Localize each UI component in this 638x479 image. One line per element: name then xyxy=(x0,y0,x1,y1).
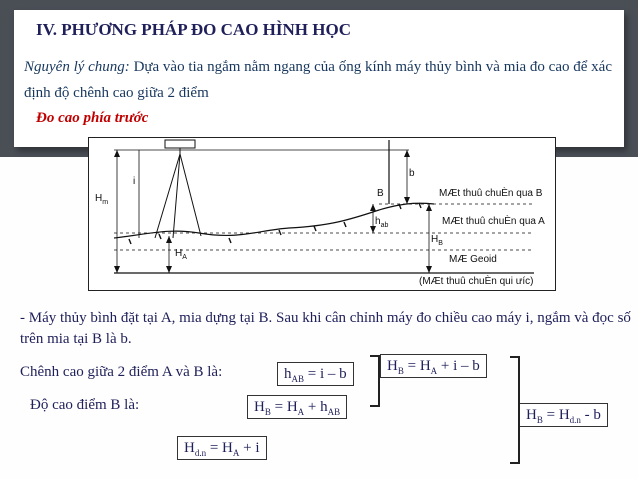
label-reference: (MÆt thuû chuÈn qui ưíc) xyxy=(419,276,534,287)
height-label: Độ cao điểm B là: xyxy=(30,397,140,413)
bracket-left xyxy=(370,355,380,407)
label-point-b: B xyxy=(377,188,384,199)
label-surface-a: MÆt thuû chuÈn qua A xyxy=(442,216,545,227)
label-b: b xyxy=(409,168,415,179)
leveling-diagram xyxy=(88,137,556,291)
label-i: i xyxy=(133,176,136,187)
slide-title: IV. PHƯƠNG PHÁP ĐO CAO HÌNH HỌC xyxy=(36,20,351,39)
principle-label: Nguyên lý chung: xyxy=(24,59,130,75)
diagram-drawing xyxy=(89,138,557,292)
principle-text xyxy=(24,54,619,106)
section-subtitle: Đo cao phía trước xyxy=(36,110,149,126)
label-surface-b: MÆt thuû chuÈn qua B xyxy=(439,188,543,199)
level-instrument xyxy=(165,140,195,148)
label-ha: $H_A$ xyxy=(175,248,187,261)
formula-hb-expanded: $H_B = H_A + i - b$ xyxy=(380,354,487,378)
formula-hb-instrument: $H_B = H_{d.n} - b$ xyxy=(519,403,608,427)
formula-hdn: $H_{d.n} = H_A + i$ xyxy=(177,436,267,460)
header-card xyxy=(14,10,624,147)
label-hb: $H_B$ xyxy=(431,234,443,247)
label-hab: $h_{ab}$ xyxy=(375,216,389,229)
formula-hab: $h_{AB} = i - b$ xyxy=(277,362,354,386)
diff-label: Chênh cao giữa 2 điểm A và B là: xyxy=(20,364,223,380)
bracket-right xyxy=(510,356,520,464)
formula-hb-sum: $H_B = H_A + h_{AB}$ xyxy=(247,395,347,419)
principle-body: Dựa vào tia ngắm nằm ngang của ống kính máy thủy bình và mia đo cao để xác định độ chênh cao giữa 2 điểm xyxy=(24,59,612,101)
label-hm: $H_m$ xyxy=(95,193,109,206)
label-geoid: MÆ Geoid xyxy=(449,254,497,265)
description-paragraph: - Máy thủy bình đặt tại A, mia dựng tại B. Sau khi cân chỉnh máy đo chiều cao máy i, ngắm và đọc số trên mia tại B là b. xyxy=(20,310,631,347)
